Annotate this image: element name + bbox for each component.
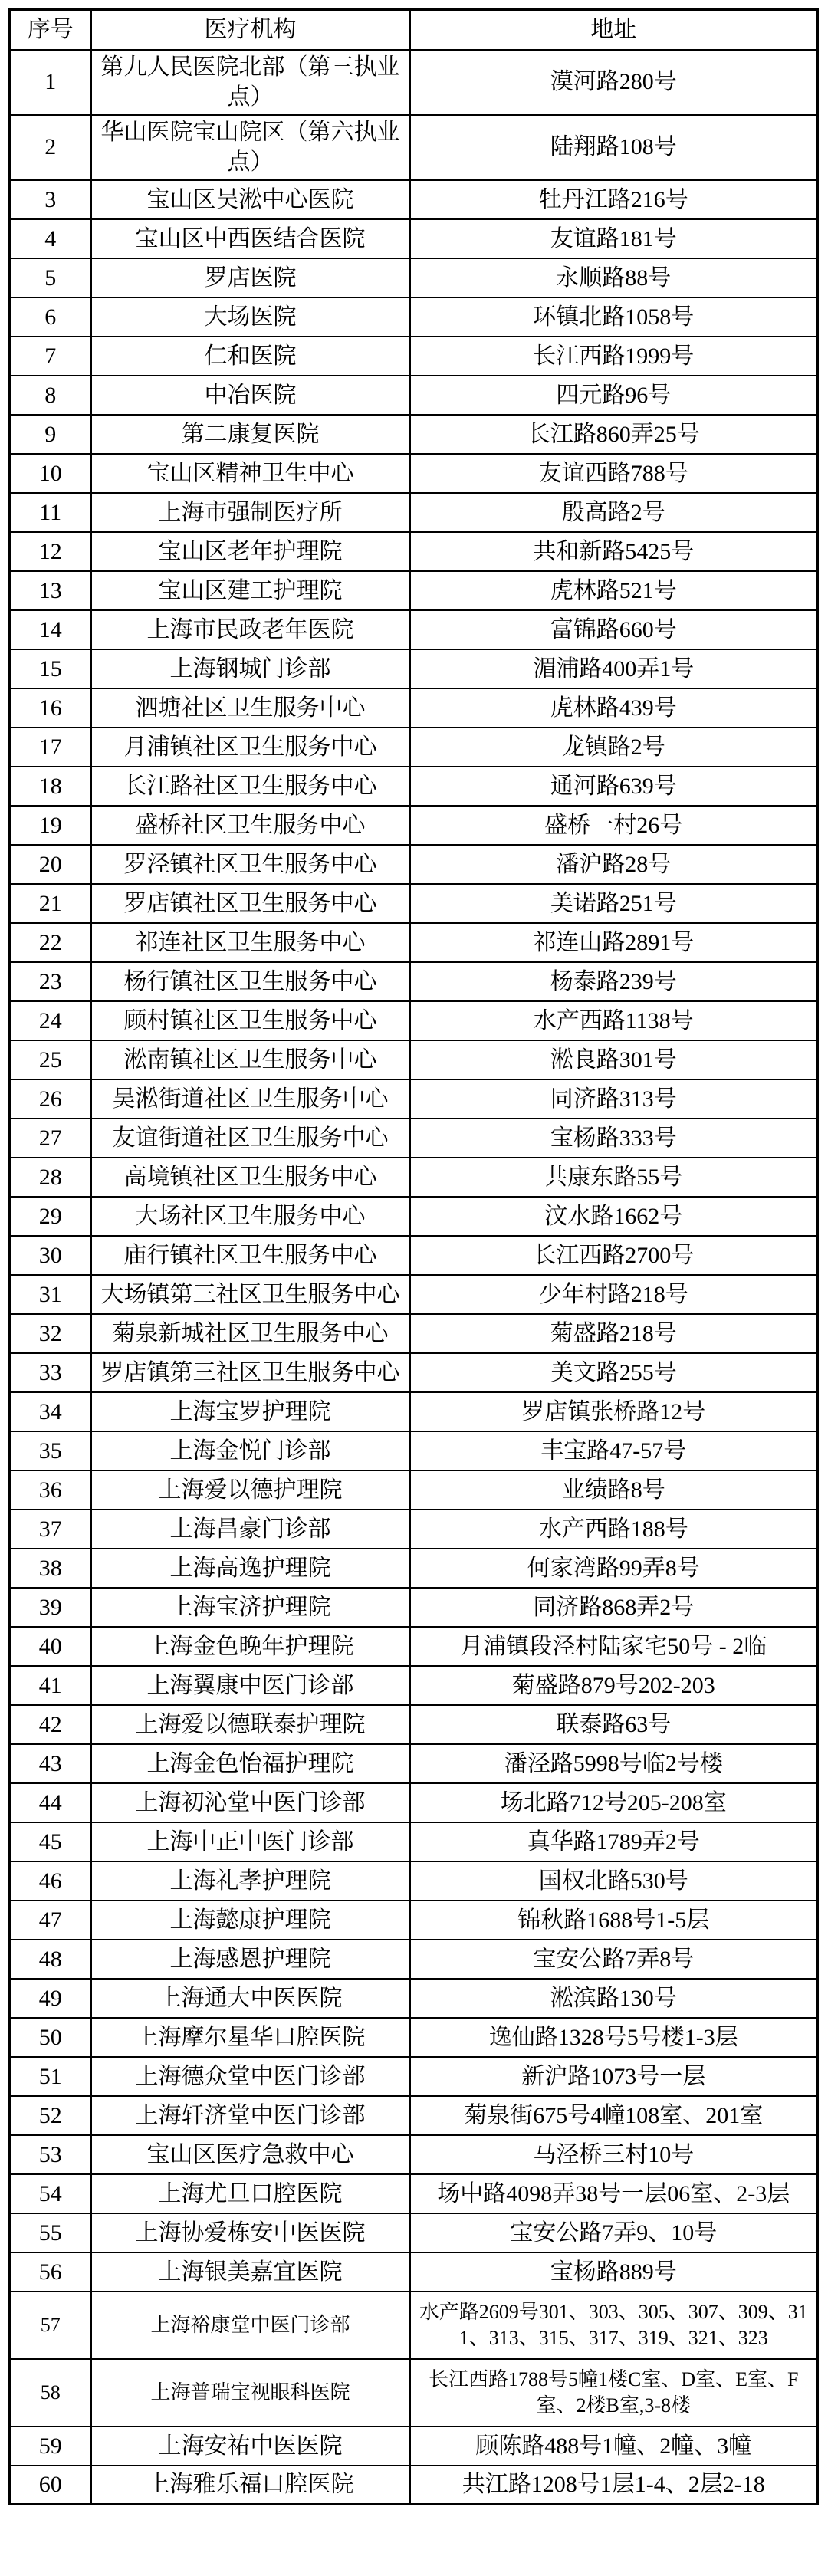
institution-cell: 罗店医院 xyxy=(91,258,410,297)
institution-cell: 华山医院宝山院区（第六执业点） xyxy=(91,115,410,180)
address-cell: 美文路255号 xyxy=(410,1353,818,1392)
table-row xyxy=(10,1666,818,1705)
row-index-cell: 57 xyxy=(10,2292,91,2359)
institution-cell: 上海银美嘉宜医院 xyxy=(91,2252,410,2292)
table-row xyxy=(10,1197,818,1236)
row-index-cell: 28 xyxy=(10,1158,91,1197)
institution-cell: 上海懿康护理院 xyxy=(91,1901,410,1940)
row-index-cell: 31 xyxy=(10,1275,91,1314)
table-row xyxy=(10,1470,818,1510)
address-cell: 环镇北路1058号 xyxy=(410,297,818,337)
address-cell: 宝杨路333号 xyxy=(410,1119,818,1158)
address-cell: 马泾桥三村10号 xyxy=(410,2135,818,2174)
row-index-cell: 58 xyxy=(10,2359,91,2426)
address-cell: 友谊路181号 xyxy=(410,219,818,258)
address-cell: 共康东路55号 xyxy=(410,1158,818,1197)
institution-cell: 上海市强制医疗所 xyxy=(91,493,410,532)
table-row xyxy=(10,1783,818,1822)
row-index-cell: 47 xyxy=(10,1901,91,1940)
row-index-cell: 22 xyxy=(10,923,91,962)
table-row xyxy=(10,2359,818,2426)
table-row xyxy=(10,2174,818,2213)
medical-institutions-table xyxy=(8,8,819,2505)
row-index-cell: 17 xyxy=(10,728,91,767)
address-cell: 同济路313号 xyxy=(410,1079,818,1119)
row-index-cell: 5 xyxy=(10,258,91,297)
address-cell: 月浦镇段泾村陆家宅50号 - 2临 xyxy=(410,1627,818,1666)
row-index-cell: 9 xyxy=(10,415,91,454)
row-index-cell: 37 xyxy=(10,1510,91,1549)
row-index-cell: 46 xyxy=(10,1861,91,1901)
table-body xyxy=(10,50,818,2505)
table-row xyxy=(10,1510,818,1549)
row-index-cell: 32 xyxy=(10,1314,91,1353)
table-row xyxy=(10,1627,818,1666)
table-row xyxy=(10,962,818,1001)
address-cell: 菊泉街675号4幢108室、201室 xyxy=(410,2096,818,2135)
table-row xyxy=(10,806,818,845)
address-cell: 友谊西路788号 xyxy=(410,454,818,493)
institution-cell: 上海通大中医医院 xyxy=(91,1979,410,2018)
institution-cell: 上海爱以德护理院 xyxy=(91,1470,410,1510)
address-cell: 罗店镇张桥路12号 xyxy=(410,1392,818,1431)
table-row xyxy=(10,1744,818,1783)
institution-cell: 上海感恩护理院 xyxy=(91,1940,410,1979)
institution-cell: 淞南镇社区卫生服务中心 xyxy=(91,1040,410,1079)
row-index-cell: 4 xyxy=(10,219,91,258)
row-index-cell: 36 xyxy=(10,1470,91,1510)
institution-cell: 顾村镇社区卫生服务中心 xyxy=(91,1001,410,1040)
address-cell: 水产路2609号301、303、305、307、309、311、313、315、317、319、321、323 xyxy=(410,2292,818,2359)
address-cell: 长江西路2700号 xyxy=(410,1236,818,1275)
address-cell: 国权北路530号 xyxy=(410,1861,818,1901)
table-row xyxy=(10,1431,818,1470)
institution-cell: 宝山区老年护理院 xyxy=(91,532,410,571)
address-cell: 逸仙路1328号5号楼1-3层 xyxy=(410,2018,818,2057)
address-cell: 汶水路1662号 xyxy=(410,1197,818,1236)
address-cell: 美诺路251号 xyxy=(410,884,818,923)
institution-cell: 罗店镇社区卫生服务中心 xyxy=(91,884,410,923)
row-index-cell: 1 xyxy=(10,50,91,115)
institution-cell: 上海金悦门诊部 xyxy=(91,1431,410,1470)
row-index-cell: 38 xyxy=(10,1549,91,1588)
institution-cell: 友谊街道社区卫生服务中心 xyxy=(91,1119,410,1158)
row-index-cell: 35 xyxy=(10,1431,91,1470)
address-cell: 同济路868弄2号 xyxy=(410,1588,818,1627)
address-cell: 场中路4098弄38号一层06室、2-3层 xyxy=(410,2174,818,2213)
row-index-cell: 56 xyxy=(10,2252,91,2292)
row-index-cell: 55 xyxy=(10,2213,91,2252)
row-index-cell: 50 xyxy=(10,2018,91,2057)
table-row xyxy=(10,2292,818,2359)
row-index-cell: 23 xyxy=(10,962,91,1001)
row-index-cell: 52 xyxy=(10,2096,91,2135)
row-index-cell: 54 xyxy=(10,2174,91,2213)
table-row xyxy=(10,767,818,806)
table-row xyxy=(10,50,818,115)
address-cell: 潘沪路28号 xyxy=(410,845,818,884)
row-index-cell: 7 xyxy=(10,337,91,376)
institution-cell: 上海普瑞宝视眼科医院 xyxy=(91,2359,410,2426)
address-cell: 长江西路1788号5幢1楼C室、D室、E室、F室、2楼B室,3-8楼 xyxy=(410,2359,818,2426)
address-cell: 漠河路280号 xyxy=(410,50,818,115)
institution-cell: 长江路社区卫生服务中心 xyxy=(91,767,410,806)
row-index-cell: 34 xyxy=(10,1392,91,1431)
institution-cell: 大场社区卫生服务中心 xyxy=(91,1197,410,1236)
address-cell: 殷高路2号 xyxy=(410,493,818,532)
institution-cell: 上海金色晚年护理院 xyxy=(91,1627,410,1666)
address-cell: 水产西路1138号 xyxy=(410,1001,818,1040)
address-cell: 潘泾路5998号临2号楼 xyxy=(410,1744,818,1783)
address-cell: 菊盛路879号202-203 xyxy=(410,1666,818,1705)
table-row xyxy=(10,1040,818,1079)
institution-cell: 上海高逸护理院 xyxy=(91,1549,410,1588)
header-index: 序号 xyxy=(10,10,91,50)
address-cell: 湄浦路400弄1号 xyxy=(410,649,818,688)
institution-cell: 上海昌豪门诊部 xyxy=(91,1510,410,1549)
institution-cell: 上海初沁堂中医门诊部 xyxy=(91,1783,410,1822)
row-index-cell: 12 xyxy=(10,532,91,571)
row-index-cell: 10 xyxy=(10,454,91,493)
table-row xyxy=(10,115,818,180)
institution-cell: 宝山区吴淞中心医院 xyxy=(91,180,410,219)
address-cell: 陆翔路108号 xyxy=(410,115,818,180)
row-index-cell: 59 xyxy=(10,2426,91,2466)
table-row xyxy=(10,1979,818,2018)
table-row xyxy=(10,1588,818,1627)
table-row xyxy=(10,219,818,258)
table-row xyxy=(10,2018,818,2057)
institution-cell: 上海宝罗护理院 xyxy=(91,1392,410,1431)
institution-cell: 上海中正中医门诊部 xyxy=(91,1822,410,1861)
address-cell: 锦秋路1688号1-5层 xyxy=(410,1901,818,1940)
institution-cell: 上海市民政老年医院 xyxy=(91,610,410,649)
institution-cell: 宝山区精神卫生中心 xyxy=(91,454,410,493)
institution-cell: 上海德众堂中医门诊部 xyxy=(91,2057,410,2096)
institution-cell: 宝山区建工护理院 xyxy=(91,571,410,610)
row-index-cell: 48 xyxy=(10,1940,91,1979)
table-row xyxy=(10,297,818,337)
table-row xyxy=(10,2426,818,2466)
institution-cell: 宝山区医疗急救中心 xyxy=(91,2135,410,2174)
table-row xyxy=(10,2252,818,2292)
table-row xyxy=(10,415,818,454)
institution-cell: 高境镇社区卫生服务中心 xyxy=(91,1158,410,1197)
institution-cell: 第二康复医院 xyxy=(91,415,410,454)
institution-cell: 上海钢城门诊部 xyxy=(91,649,410,688)
address-cell: 菊盛路218号 xyxy=(410,1314,818,1353)
address-cell: 场北路712号205-208室 xyxy=(410,1783,818,1822)
row-index-cell: 14 xyxy=(10,610,91,649)
address-cell: 丰宝路47-57号 xyxy=(410,1431,818,1470)
row-index-cell: 13 xyxy=(10,571,91,610)
address-cell: 长江西路1999号 xyxy=(410,337,818,376)
table-row xyxy=(10,1861,818,1901)
table-row xyxy=(10,1158,818,1197)
table-row xyxy=(10,258,818,297)
header-address: 地址 xyxy=(410,10,818,50)
institution-cell: 月浦镇社区卫生服务中心 xyxy=(91,728,410,767)
table-row xyxy=(10,2057,818,2096)
address-cell: 联泰路63号 xyxy=(410,1705,818,1744)
row-index-cell: 21 xyxy=(10,884,91,923)
table-row xyxy=(10,2213,818,2252)
row-index-cell: 26 xyxy=(10,1079,91,1119)
row-index-cell: 18 xyxy=(10,767,91,806)
institution-cell: 菊泉新城社区卫生服务中心 xyxy=(91,1314,410,1353)
address-cell: 共和新路5425号 xyxy=(410,532,818,571)
row-index-cell: 40 xyxy=(10,1627,91,1666)
address-cell: 虎林路439号 xyxy=(410,688,818,728)
row-index-cell: 41 xyxy=(10,1666,91,1705)
row-index-cell: 51 xyxy=(10,2057,91,2096)
table-row xyxy=(10,1901,818,1940)
table-row xyxy=(10,454,818,493)
address-cell: 业绩路8号 xyxy=(410,1470,818,1510)
institution-cell: 上海雅乐福口腔医院 xyxy=(91,2466,410,2505)
address-cell: 共江路1208号1层1-4、2层2-18 xyxy=(410,2466,818,2505)
institution-cell: 罗泾镇社区卫生服务中心 xyxy=(91,845,410,884)
row-index-cell: 20 xyxy=(10,845,91,884)
institution-cell: 上海协爱栋安中医医院 xyxy=(91,2213,410,2252)
institution-cell: 上海翼康中医门诊部 xyxy=(91,1666,410,1705)
row-index-cell: 15 xyxy=(10,649,91,688)
table-row xyxy=(10,571,818,610)
row-index-cell: 49 xyxy=(10,1979,91,2018)
table-row xyxy=(10,1822,818,1861)
institution-cell: 盛桥社区卫生服务中心 xyxy=(91,806,410,845)
institution-cell: 第九人民医院北部（第三执业点） xyxy=(91,50,410,115)
row-index-cell: 45 xyxy=(10,1822,91,1861)
header-row xyxy=(10,10,818,50)
address-cell: 淞滨路130号 xyxy=(410,1979,818,2018)
row-index-cell: 29 xyxy=(10,1197,91,1236)
institution-cell: 罗店镇第三社区卫生服务中心 xyxy=(91,1353,410,1392)
address-cell: 盛桥一村26号 xyxy=(410,806,818,845)
address-cell: 宝安公路7弄8号 xyxy=(410,1940,818,1979)
institution-cell: 大场医院 xyxy=(91,297,410,337)
address-cell: 水产西路188号 xyxy=(410,1510,818,1549)
institution-cell: 上海爱以德联泰护理院 xyxy=(91,1705,410,1744)
table-row xyxy=(10,1079,818,1119)
table-row xyxy=(10,1549,818,1588)
table-row xyxy=(10,1236,818,1275)
table-row xyxy=(10,884,818,923)
address-cell: 龙镇路2号 xyxy=(410,728,818,767)
row-index-cell: 30 xyxy=(10,1236,91,1275)
row-index-cell: 24 xyxy=(10,1001,91,1040)
table-row xyxy=(10,337,818,376)
row-index-cell: 42 xyxy=(10,1705,91,1744)
table-row xyxy=(10,1392,818,1431)
row-index-cell: 33 xyxy=(10,1353,91,1392)
table-row xyxy=(10,180,818,219)
address-cell: 真华路1789弄2号 xyxy=(410,1822,818,1861)
institution-cell: 上海宝济护理院 xyxy=(91,1588,410,1627)
table-row xyxy=(10,688,818,728)
institution-cell: 大场镇第三社区卫生服务中心 xyxy=(91,1275,410,1314)
row-index-cell: 60 xyxy=(10,2466,91,2505)
table-row xyxy=(10,649,818,688)
address-cell: 何家湾路99弄8号 xyxy=(410,1549,818,1588)
institution-cell: 杨行镇社区卫生服务中心 xyxy=(91,962,410,1001)
address-cell: 杨泰路239号 xyxy=(410,962,818,1001)
row-index-cell: 27 xyxy=(10,1119,91,1158)
table-row xyxy=(10,1940,818,1979)
table-row xyxy=(10,2135,818,2174)
row-index-cell: 11 xyxy=(10,493,91,532)
institution-cell: 中冶医院 xyxy=(91,376,410,415)
institution-cell: 上海安祐中医医院 xyxy=(91,2426,410,2466)
address-cell: 富锦路660号 xyxy=(410,610,818,649)
table-row xyxy=(10,610,818,649)
row-index-cell: 44 xyxy=(10,1783,91,1822)
table-row xyxy=(10,1705,818,1744)
institution-cell: 上海尤旦口腔医院 xyxy=(91,2174,410,2213)
row-index-cell: 3 xyxy=(10,180,91,219)
table-row xyxy=(10,2096,818,2135)
table-row xyxy=(10,1275,818,1314)
row-index-cell: 25 xyxy=(10,1040,91,1079)
institution-cell: 祁连社区卫生服务中心 xyxy=(91,923,410,962)
row-index-cell: 53 xyxy=(10,2135,91,2174)
institution-cell: 上海裕康堂中医门诊部 xyxy=(91,2292,410,2359)
table-row xyxy=(10,493,818,532)
address-cell: 虎林路521号 xyxy=(410,571,818,610)
table-row xyxy=(10,1314,818,1353)
address-cell: 长江路860弄25号 xyxy=(410,415,818,454)
address-cell: 四元路96号 xyxy=(410,376,818,415)
table-row xyxy=(10,1001,818,1040)
address-cell: 祁连山路2891号 xyxy=(410,923,818,962)
table-row xyxy=(10,2466,818,2505)
institution-cell: 上海礼孝护理院 xyxy=(91,1861,410,1901)
institution-cell: 上海金色怡福护理院 xyxy=(91,1744,410,1783)
address-cell: 少年村路218号 xyxy=(410,1275,818,1314)
table-row xyxy=(10,845,818,884)
row-index-cell: 2 xyxy=(10,115,91,180)
institution-cell: 庙行镇社区卫生服务中心 xyxy=(91,1236,410,1275)
address-cell: 通河路639号 xyxy=(410,767,818,806)
header-institution: 医疗机构 xyxy=(91,10,410,50)
address-cell: 永顺路88号 xyxy=(410,258,818,297)
row-index-cell: 43 xyxy=(10,1744,91,1783)
row-index-cell: 19 xyxy=(10,806,91,845)
institution-cell: 上海轩济堂中医门诊部 xyxy=(91,2096,410,2135)
row-index-cell: 39 xyxy=(10,1588,91,1627)
address-cell: 宝杨路889号 xyxy=(410,2252,818,2292)
address-cell: 顾陈路488号1幢、2幢、3幢 xyxy=(410,2426,818,2466)
address-cell: 牡丹江路216号 xyxy=(410,180,818,219)
institution-cell: 吴淞街道社区卫生服务中心 xyxy=(91,1079,410,1119)
institution-cell: 宝山区中西医结合医院 xyxy=(91,219,410,258)
address-cell: 新沪路1073号一层 xyxy=(410,2057,818,2096)
table-row xyxy=(10,1353,818,1392)
table-row xyxy=(10,923,818,962)
institution-cell: 仁和医院 xyxy=(91,337,410,376)
address-cell: 宝安公路7弄9、10号 xyxy=(410,2213,818,2252)
institution-cell: 上海摩尔星华口腔医院 xyxy=(91,2018,410,2057)
table-row xyxy=(10,532,818,571)
row-index-cell: 8 xyxy=(10,376,91,415)
institution-cell: 泗塘社区卫生服务中心 xyxy=(91,688,410,728)
row-index-cell: 6 xyxy=(10,297,91,337)
table-row xyxy=(10,728,818,767)
row-index-cell: 16 xyxy=(10,688,91,728)
address-cell: 淞良路301号 xyxy=(410,1040,818,1079)
table-row xyxy=(10,1119,818,1158)
table-row xyxy=(10,376,818,415)
